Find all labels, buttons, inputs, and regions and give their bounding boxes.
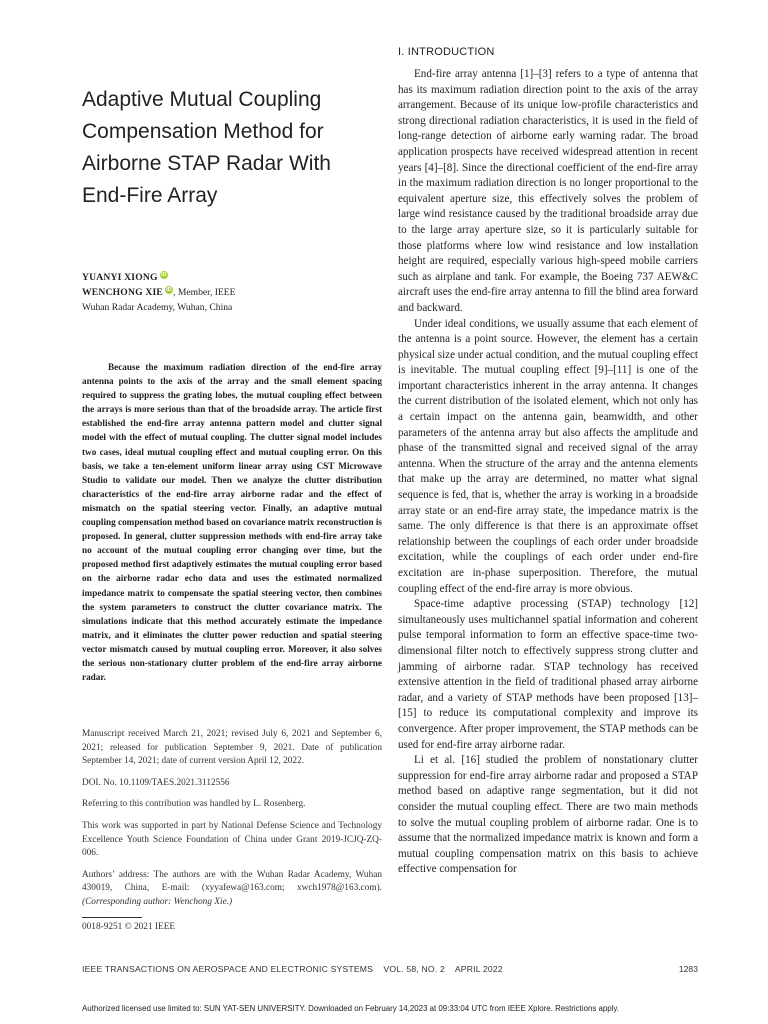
copyright: 0018-9251 © 2021 IEEE [82, 922, 176, 932]
author-line [82, 270, 372, 285]
page-number: 1283 [678, 964, 698, 974]
author-name: YUANYI XIONG [82, 272, 158, 283]
footnote-divider [82, 917, 142, 918]
body-paragraph: Li et al. [16] studied the problem of nonstationary clutter suppression for end-fire array airborne radar and proposed a STAP method based on adaptive range segmentation, but it did not consider the mutual coupling effect. There are two main methods to solve the mutual coupling problem of airborne radar. One is to assume that the normalized impedance matrix is known and form a mutual coupling compensation matrix on this basis to achieve effective compensation for [398, 754, 698, 876]
orcid-icon[interactable]: iD [160, 272, 167, 278]
license-notice: Authorized licensed use limited to: SUN YAT-SEN UNIVERSITY. Downloaded on February 14,2023 at 09:33:04 UTC from IEEE Xplore. Restrictions apply. [82, 1004, 619, 1013]
author-suffix: , Member, IEEE [173, 287, 236, 298]
author-line [82, 285, 372, 300]
manuscript-note: Manuscript received March 21, 2021; revised July 6, 2021 and September 6, 2021; released for publication September 9, 2021. Date of publication September 14, 2021; date of current version April 12, 2022. [82, 729, 382, 767]
address-text: Authors’ address: The authors are with the Wuhan Radar Academy, Wuhan 430019, China, E-mail: (xyyafewa@163.com; xwch1978@163.com). [82, 869, 382, 894]
handled-note: Referring to this contribution was handled by L. Rosenberg. [82, 799, 306, 810]
address-note [82, 869, 382, 910]
body-paragraph: Space-time adaptive processing (STAP) technology [12] simultaneously uses multichannel spatial information and coherent pulse temporal information to form an effective space-time two-dimensional filter notch to effectively suppress strong clutter and jamming of airborne radar. STAP technology has received extensive attention in the field of traditional phased array airborne radar, and a variety of STAP methods have been proposed [13]–[15] to reduce its computational complexity and improve its convergence. After proper improvement, the STAP methods can be used for end-fire array airborne radar. [398, 598, 698, 751]
support-note: This work was supported in part by National Defense Science and Technology Excellence Youth Science Foundation of China under Grant 2019-JCJQ-ZQ-006. [82, 820, 382, 859]
affiliation: Wuhan Radar Academy, Wuhan, China [82, 302, 233, 313]
abstract: Because the maximum radiation direction of the end-fire array antenna points to the axis of the array and the small element spacing required to suppress the grating lobes, the mutual coupling effect between the arrays is more serious than that of the broadside array. The article first established the end-fire array antenna pattern model and clutter signal model with the effect of mutual coupling. The clutter signal model includes two cases, ideal mutual coupling effect and mutual coupling error. On this basis, we take a ten-element uniform linear array using CST Microwave Studio to validate our model. Then we analyze the clutter distribution characteristics of the end-fire array airborne radar and the effect of mismatch on the spatial steering vector. Finally, an adaptive mutual coupling compensation method based on covariance matrix reconstruction is proposed. In general, clutter suppression methods with end-fire array take no account of the mutual coupling error changing over time, but the proposed method first adaptively estimates the mutual coupling error based on the airborne radar echo data and uses the estimated normalized impedance matrix to compensate the spatial steering vector, then combines the system parameters to construct the clutter covariance matrix. The simulations indicate that this method accurately estimate the impedance matrix, and it eliminates the clutter power reduction and spatial steering vector mismatch caused by mutual coupling error. Moreover, it also solves the serious non-stationary clutter problem of the end-fire array airborne radar. [82, 362, 382, 683]
orcid-icon[interactable]: iD [166, 287, 172, 293]
section-heading: I. INTRODUCTION [398, 46, 495, 58]
author-block [82, 270, 372, 315]
author-name: WENCHONG XIE [82, 287, 164, 298]
body-paragraph: Under ideal conditions, we usually assume that each element of the antenna is a point source. However, the element has a certain physical size under actual condition, and the mutual coupling effect is inevitable. The mutual coupling effect [9]–[11] is one of the important characteristics inherent in the array antenna. It changes the current distribution of the isolated element, which not only has a certain impact on the antenna gain, beamwidth, and other parameters of the antenna array but also affects the amplitude and phase of the transmitted signal and received signal of the array antenna. When the structure of the array and the antenna elements that make up the array are determined, no matter what signal sequence is fed, that is, whether the array is working in a broadside array state or an end-fire array state, the impedance matrix is the same. The only difference is that there is an approximate offset relationship between the couplings of each order under broadside excitation, while the couplings of each order under end-fire excitation are in-phase superposition. Therefore, the mutual coupling effect of the end-fire array is more obvious. [398, 317, 698, 595]
body-text [398, 67, 698, 878]
doi-note: DOI. No. 10.1109/TAES.2021.3112556 [82, 777, 230, 788]
paper-title: Adaptive Mutual Coupling Compensation Method for Airborne STAP Radar With End-Fire Array [82, 88, 331, 207]
journal-name: IEEE TRANSACTIONS ON AEROSPACE AND ELECTRONIC SYSTEMS VOL. 58, NO. 2 APRIL 2022 [82, 964, 503, 974]
corresponding-author: (Corresponding author: Wenchong Xie.) [82, 896, 233, 907]
footnotes [82, 728, 382, 918]
body-paragraph: End-fire array antenna [1]–[3] refers to a type of antenna that has its maximum radiation direction point to the axis of the array arrangement. Because of its unique low-profile characteristics and strong directional radiation characteristics, it is used in the field of long-range detection of airborne early warning radar. The broad application prospects have received widespread attention in recent years [4]–[8]. Since the directional coefficient of the end-fire array in the maximum radiation direction is no longer proportional to the equivalent aperture size, this effectively solves the problem of large wind resistance caused by the traditional broadside array due to the large array aperture size, so it is particularly suitable for those platforms where low wind resistance and low installation height are required, especially various high-speed mobile carriers such as airplane and tank. For example, the Boeing 737 AEW&C aircraft uses the end-fire array antenna to fill the blind area forward and backward. [398, 68, 698, 314]
